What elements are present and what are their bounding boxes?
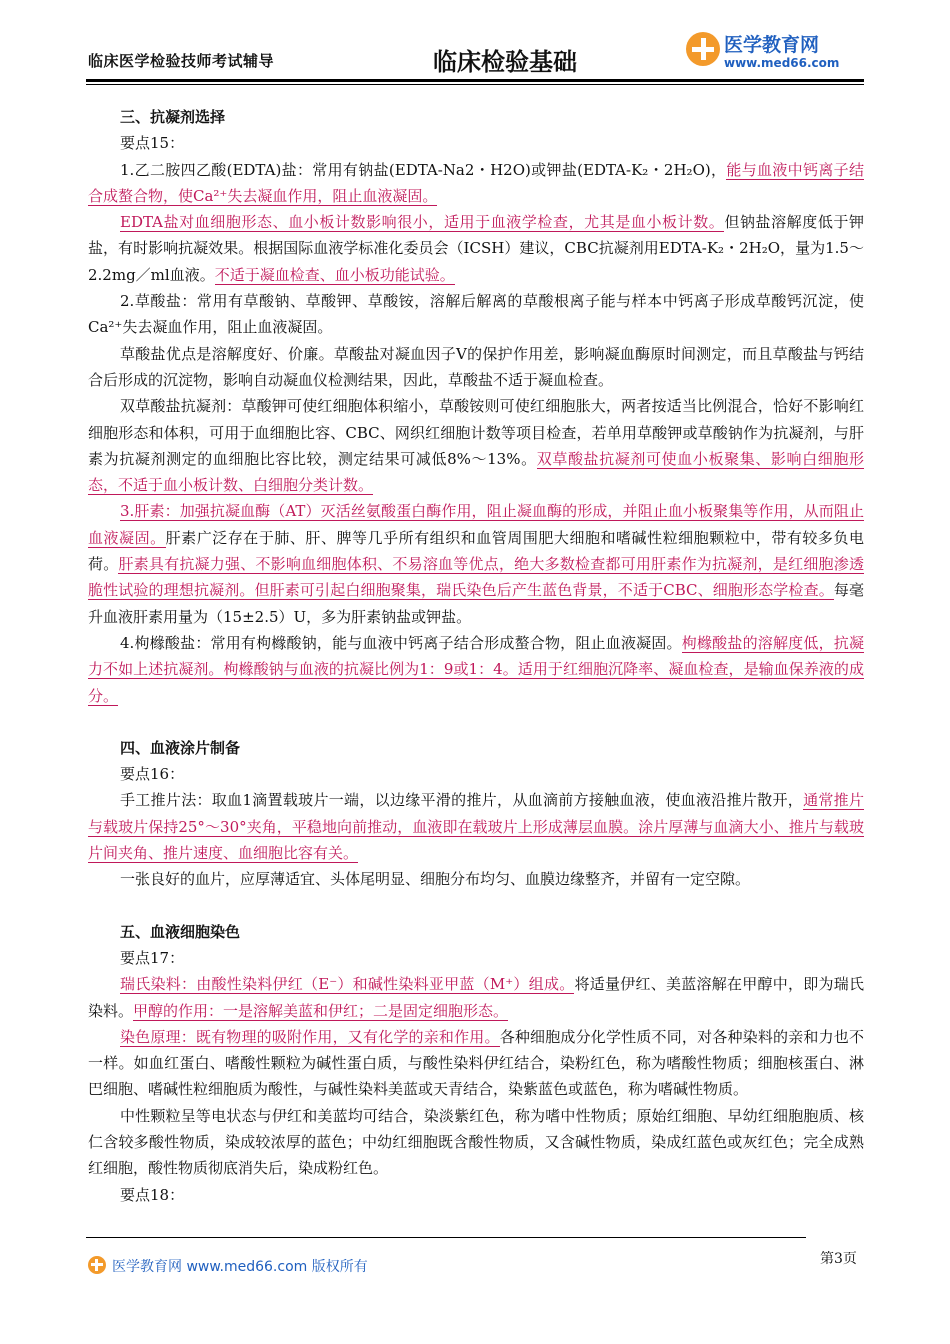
paragraph-heparin: 3.肝素：加强抗凝血酶（AT）灭活丝氨酸蛋白酶作用，阻止凝血酶的形成，并阻止血小板聚集等作用，从而阻止血液凝固。肝素广泛存在于肺、肝、脾等几乎所有组织和血管周围肥大细胞和嗜碱性粒细胞颗粒中，带有较多负电荷。肝素具有抗凝力强、不影响血细胞体积、不易溶血等优点，绝大多数检查都可用肝素作为抗凝剂，是红细胞渗透脆性试验的理想抗凝剂。但肝素可引起白细胞聚集，瑞氏染色后产生蓝色背景，不适于CBC、细胞形态学检查。每毫升血液肝素用量为（15±2.5）U，多为肝素钠盐或钾盐。 <box>88 502 864 626</box>
paragraph-oxalate-pros: 草酸盐优点是溶解度好、价廉。草酸盐对凝血因子V的保护作用差，影响凝血酶原时间测定，而且草酸盐与钙结合后形成的沉淀物，影响自动凝血仪检测结果，因此，草酸盐不适于凝血检查。 <box>88 344 864 389</box>
highlight: EDTA盐对血细胞形态、血小板计数影响很小，适用于血液学检查，尤其是血小板计数。 <box>120 213 725 232</box>
header-rule <box>86 79 864 82</box>
paragraph-wright-stain: 瑞氏染料：由酸性染料伊红（E⁻）和碱性染料亚甲蓝（M⁺）组成。将适量伊红、美蓝溶解在甲醇中，即为瑞氏染料。甲醇的作用：一是溶解美蓝和伊红；二是固定细胞形态。 <box>88 975 864 1020</box>
paragraph-double-oxalate: 双草酸盐抗凝剂：草酸钾可使红细胞体积缩小，草酸铵则可使红细胞胀大，两者按适当比例混合，恰好不影响红细胞形态和体积，可用于血细胞比容、CBC、网织红细胞计数等项目检查，若单用草酸钾或草酸钠作为抗凝剂，与肝素为抗凝剂测定的血细胞比容比较，测定结果可减低8%～13%。双草酸盐抗凝剂可使血小板聚集、影响白细胞形态，不适于血小板计数、白细胞分类计数。 <box>88 397 864 495</box>
subject-title: 临床检验基础 <box>433 48 577 76</box>
page-number: 第3页 <box>820 1251 857 1267</box>
paragraph-citrate: 4.枸橼酸盐：常用有枸橼酸钠，能与血液中钙离子结合形成螯合物，阻止血液凝固。枸橼酸盐的溶解度低，抗凝力不如上述抗凝剂。枸橼酸钠与血液的抗凝比例为1：9或1：4。适用于红细胞沉降率、凝血检查，是输血保养液的成分。 <box>88 633 864 705</box>
key-point-label: 要点17： <box>120 948 185 967</box>
paragraph-good-smear: 一张良好的血片，应厚薄适宜、头体尾明显、细胞分布均匀、血膜边缘整齐，并留有一定空隙。 <box>120 870 751 889</box>
highlight: 染色原理：既有物理的吸附作用，又有化学的亲和作用。 <box>120 1027 500 1046</box>
document-body <box>88 104 864 1208</box>
paragraph-smear: 手工推片法：取血1滴置载玻片一端，以边缘平滑的推片，从血滴前方接触血液，使血液沿推片散开，通常推片与载玻片保持25°～30°夹角，平稳地向前推动，血液即在载玻片上形成薄层血膜。涂片厚薄与血滴大小、推片与载玻片间夹角、推片速度、血细胞比容有关。 <box>88 791 864 863</box>
highlight: 能与血液中钙离子结合成螯合物，使Ca²⁺失去凝血作用，阻止血液凝固。 <box>88 160 864 205</box>
highlight: 通常推片与载玻片保持25°～30°夹角，平稳地向前推动，血液即在载玻片上形成薄层血膜。涂片厚薄与血滴大小、推片与载玻片间夹角、推片速度、血细胞比容有关。 <box>88 791 864 863</box>
paragraph-oxalate: 2.草酸盐：常用有草酸钠、草酸钾、草酸铵，溶解后解离的草酸根离子能与样本中钙离子形成草酸钙沉淀，使Ca²⁺失去凝血作用，阻止血液凝固。 <box>88 292 864 337</box>
cross-logo-icon <box>686 32 720 66</box>
highlight: 3.肝素：加强抗凝血酶（AT）灭活丝氨酸蛋白酶作用，阻止凝血酶的形成，并阻止血小板聚集等作用，从而阻止血液凝固。 <box>88 502 864 547</box>
paragraph-edta-detail: EDTA盐对血细胞形态、血小板计数影响很小，适用于血液学检查，尤其是血小板计数。但钠盐溶解度低于钾盐，有时影响抗凝效果。根据国际血液学标准化委员会（ICSH）建议，CBC抗凝剂用EDTA-K₂・2H₂O，量为1.5～2.2mg／ml血液。不适于凝血检查、血小板功能试验。 <box>88 213 864 284</box>
logo-name: 医学教育网 <box>724 34 820 56</box>
section-heading: 五、血液细胞染色 <box>120 922 241 941</box>
header-rule-thin <box>86 84 864 85</box>
cross-logo-icon <box>88 1256 106 1274</box>
highlight: 枸橼酸盐的溶解度低，抗凝力不如上述抗凝剂。枸橼酸钠与血液的抗凝比例为1：9或1：4。适用于红细胞沉降率、凝血检查，是输血保养液的成分。 <box>88 633 864 705</box>
paragraph-edta: 1.乙二胺四乙酸(EDTA)盐：常用有钠盐(EDTA-Na2・H2O)或钾盐(EDTA-K₂・2H₂O)，能与血液中钙离子结合成螯合物，使Ca²⁺失去凝血作用，阻止血液凝固。 <box>88 160 864 205</box>
page-header <box>88 30 863 76</box>
footer-rule <box>86 1237 806 1238</box>
paragraph-stain-principle: 染色原理：既有物理的吸附作用，又有化学的亲和作用。各种细胞成分化学性质不同，对各种染料的亲和力也不一样。如血红蛋白、嗜酸性颗粒为碱性蛋白质，与酸性染料伊红结合，染粉红色，称为嗜酸性物质；细胞核蛋白、淋巴细胞、嗜碱性粒细胞质为酸性，与碱性染料美蓝或天青结合，染紫蓝色或蓝色，称为嗜碱性物质。 <box>88 1027 864 1099</box>
section-heading: 四、血液涂片制备 <box>120 738 241 757</box>
highlight: 不适于凝血检查、血小板功能试验。 <box>214 265 455 284</box>
site-logo[interactable] <box>686 30 866 76</box>
paragraph-neutral: 中性颗粒呈等电状态与伊红和美蓝均可结合，染淡紫红色，称为嗜中性物质；原始红细胞、早幼红细胞胞质、核仁含较多酸性物质，染成较浓厚的蓝色；中幼红细胞既含酸性物质，又含碱性物质，染成红蓝色或灰红色；完全成熟红细胞，酸性物质彻底消失后，染成粉红色。 <box>88 1106 864 1178</box>
highlight: 甲醇的作用：一是溶解美蓝和伊红；二是固定细胞形态。 <box>133 1001 509 1020</box>
key-point-label: 要点15： <box>120 134 185 153</box>
highlight: 双草酸盐抗凝剂可使血小板聚集、影响白细胞形态，不适于血小板计数、白细胞分类计数。 <box>88 449 864 495</box>
logo-url[interactable]: www.med66.com <box>724 56 840 70</box>
key-point-label: 要点18： <box>120 1185 185 1204</box>
footer-copyright[interactable]: 医学教育网 www.med66.com 版权所有 <box>112 1259 368 1275</box>
section-heading: 三、抗凝剂选择 <box>120 108 226 126</box>
course-title: 临床医学检验技师考试辅导 <box>88 52 275 70</box>
key-point-label: 要点16： <box>120 765 185 784</box>
highlight: 瑞氏染料：由酸性染料伊红（E⁻）和碱性染料亚甲蓝（M⁺）组成。 <box>120 975 575 994</box>
highlight: 肝素具有抗凝力强、不影响血细胞体积、不易溶血等优点，绝大多数检查都可用肝素作为抗凝剂，是红细胞渗透脆性试验的理想抗凝剂。但肝素可引起白细胞聚集，瑞氏染色后产生蓝色背景，不适于CBC、细胞形态学检查。 <box>88 555 864 600</box>
